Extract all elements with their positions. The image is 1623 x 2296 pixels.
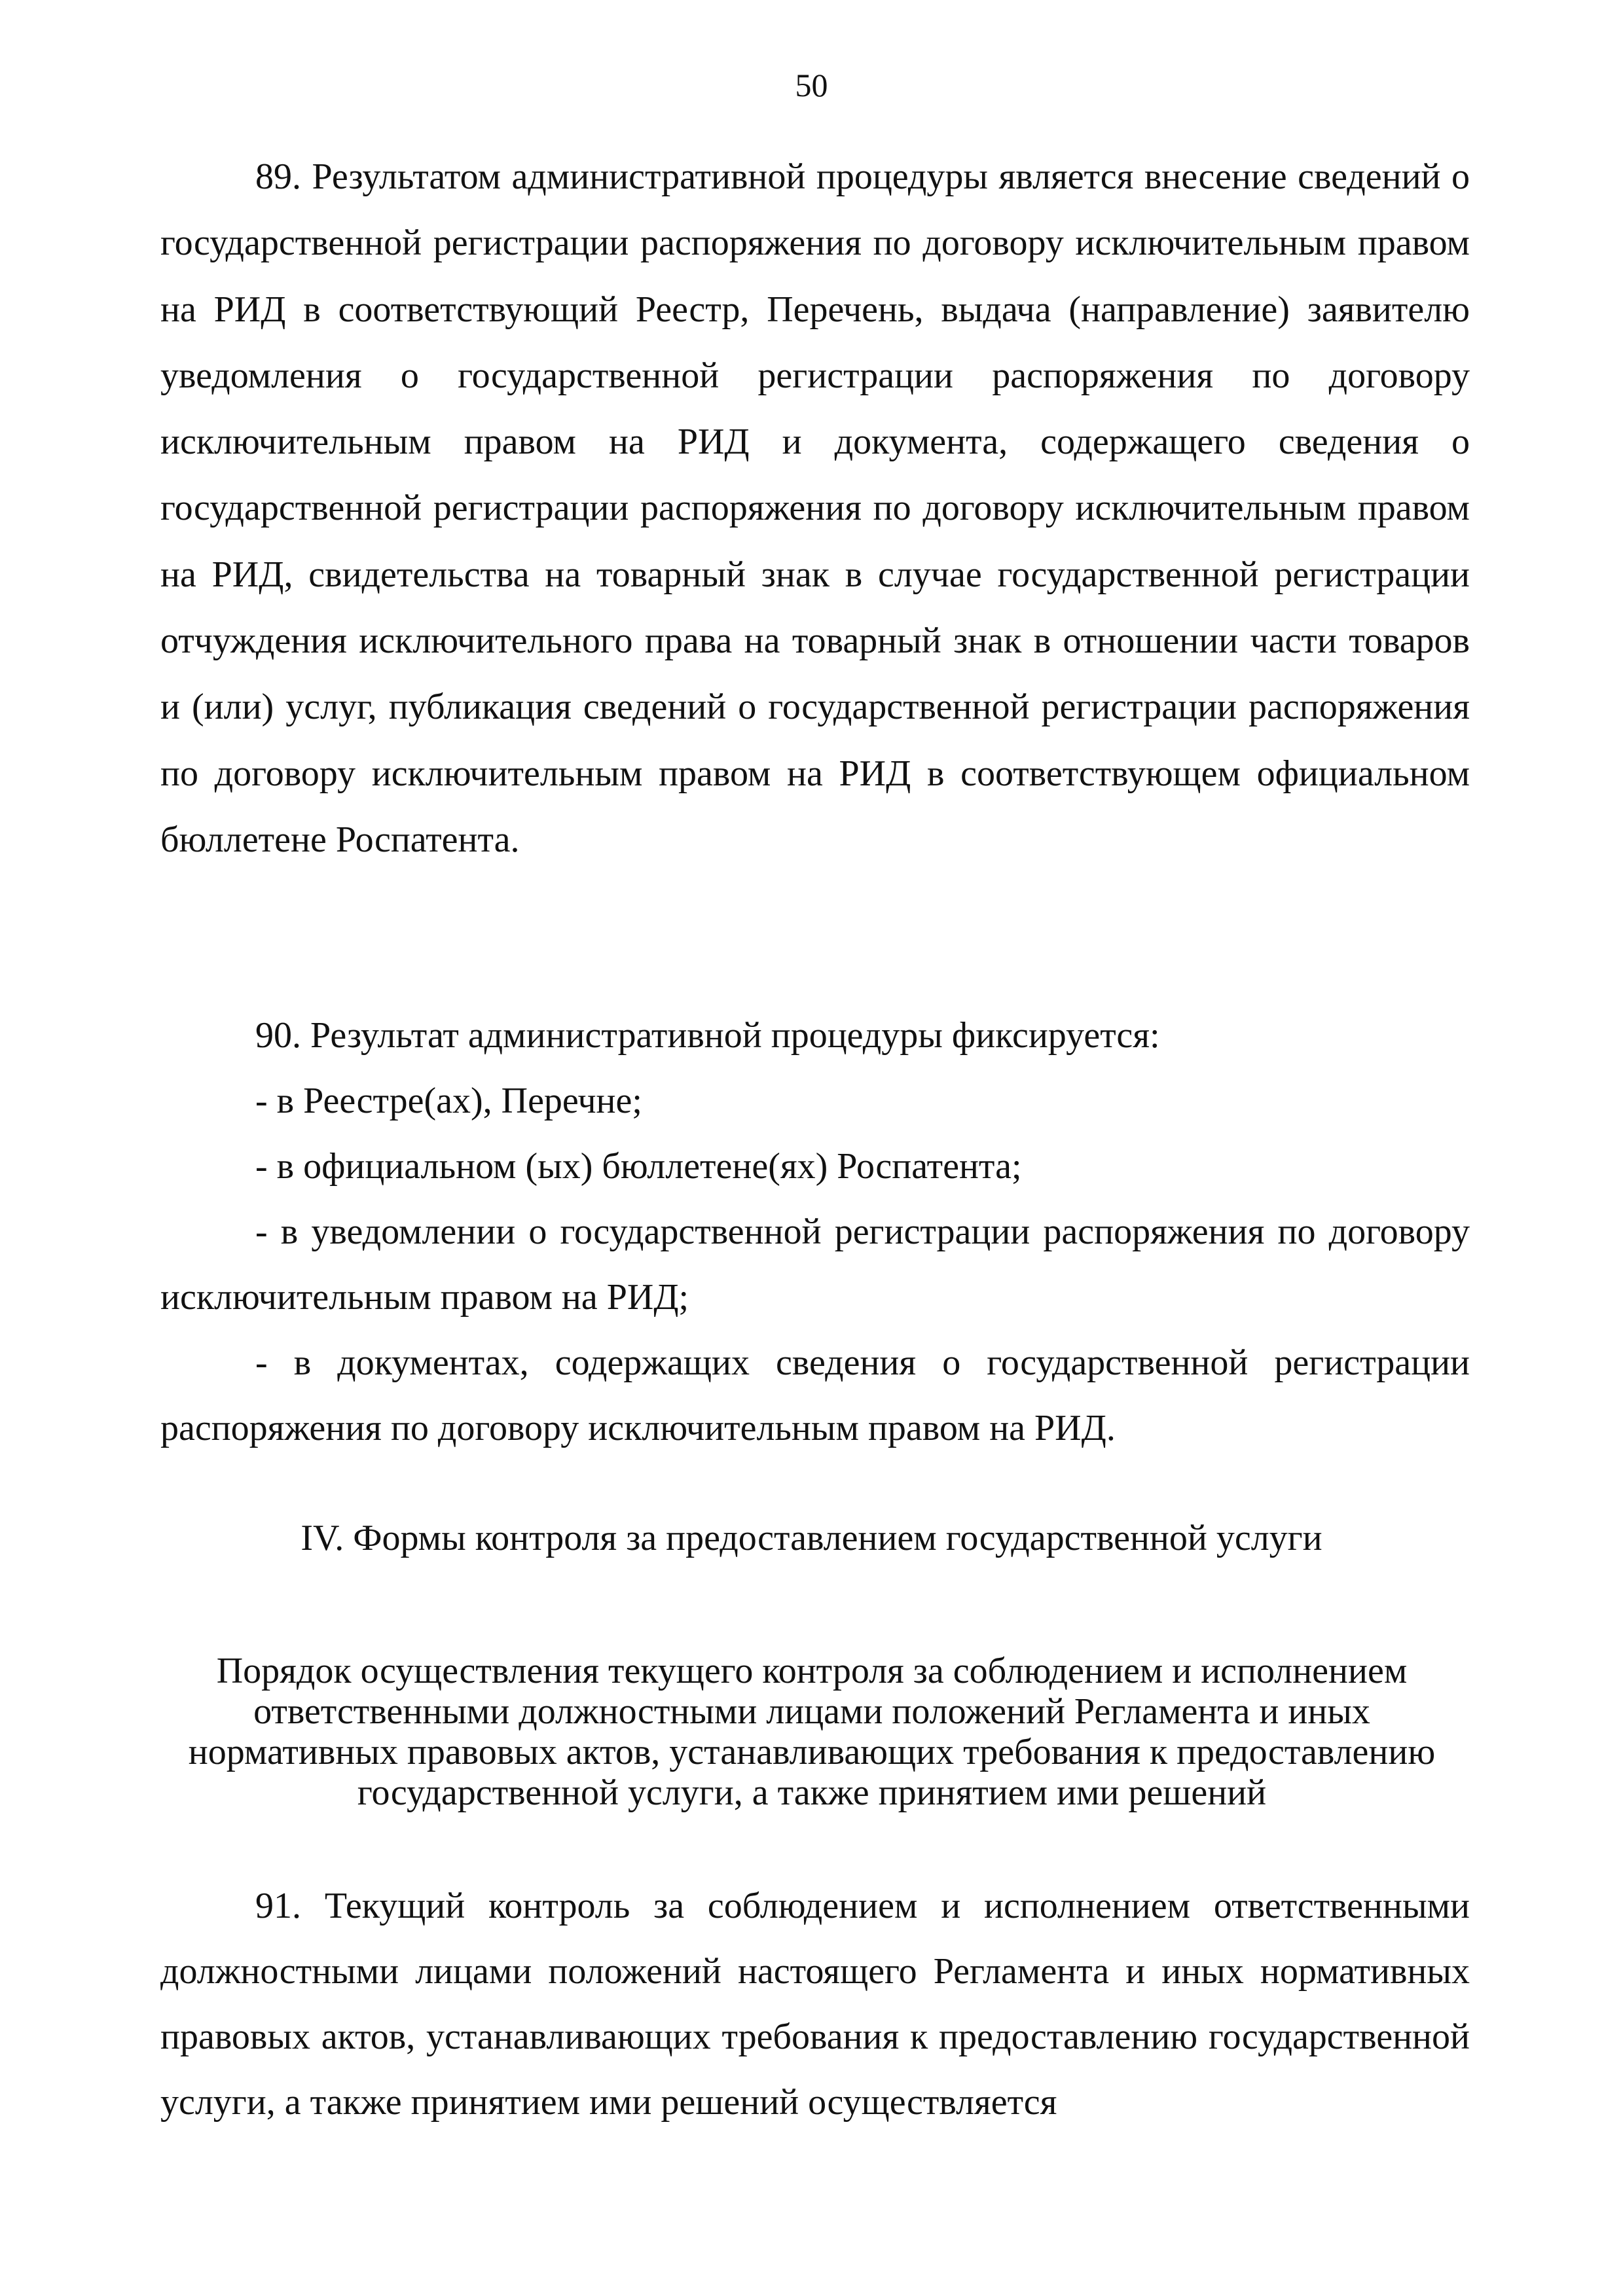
page-number: 50	[795, 67, 828, 103]
subsection-heading: Порядок осуществления текущего контроля за соблюдением и исполнением ответственными должностными лицами положений Регламента и иных нормативных правовых актов, устанавливающих требования к предоставлению государственной услуги, а также принятием ими решений	[188, 1651, 1436, 1813]
paragraph-91: 91. Текущий контроль за соблюдением и исполнением ответственными должностными лицами положений настоящего Регламента и иных нормативных правовых актов, устанавливающих требования к предоставлению государственной услуги, а также принятием ими решений осуществляется	[160, 1886, 1470, 2123]
section-heading: IV. Формы контроля за предоставлением государственной услуги	[301, 1518, 1322, 1558]
list-item: - в Реестре(ах), Перечне;	[255, 1081, 642, 1121]
paragraph-90: 90. Результат административной процедуры фиксируется:	[255, 1015, 1160, 1056]
list-item: - в официальном (ых) бюллетене(ях) Роспатента;	[255, 1146, 1022, 1187]
paragraph-89: 89. Результатом административной процедуры является внесение сведений о государственной регистрации распоряжения по договору исключительным правом на РИД в соответствующий Реестр, Перечень, выдача (направление) заявителю уведомления о государственной регистрации распоряжения по договору исключительным правом на РИД и документа, содержащего сведения о государственной регистрации распоряжения по договору исключительным правом на РИД, свидетельства на товарный знак в случае государственной регистрации отчуждения исключительного права на товарный знак в отношении части товаров и (или) услуг, публикация сведений о государственной регистрации распоряжения по договору исключительным правом на РИД в соответствующем официальном бюллетене Роспатента.	[160, 156, 1470, 860]
result-list	[160, 1068, 1470, 1461]
list-item: - в уведомлении о государственной регистрации распоряжения по договору исключительным правом на РИД;	[160, 1211, 1470, 1318]
list-item: - в документах, содержащих сведения о государственной регистрации распоряжения по договору исключительным правом на РИД.	[160, 1342, 1470, 1448]
